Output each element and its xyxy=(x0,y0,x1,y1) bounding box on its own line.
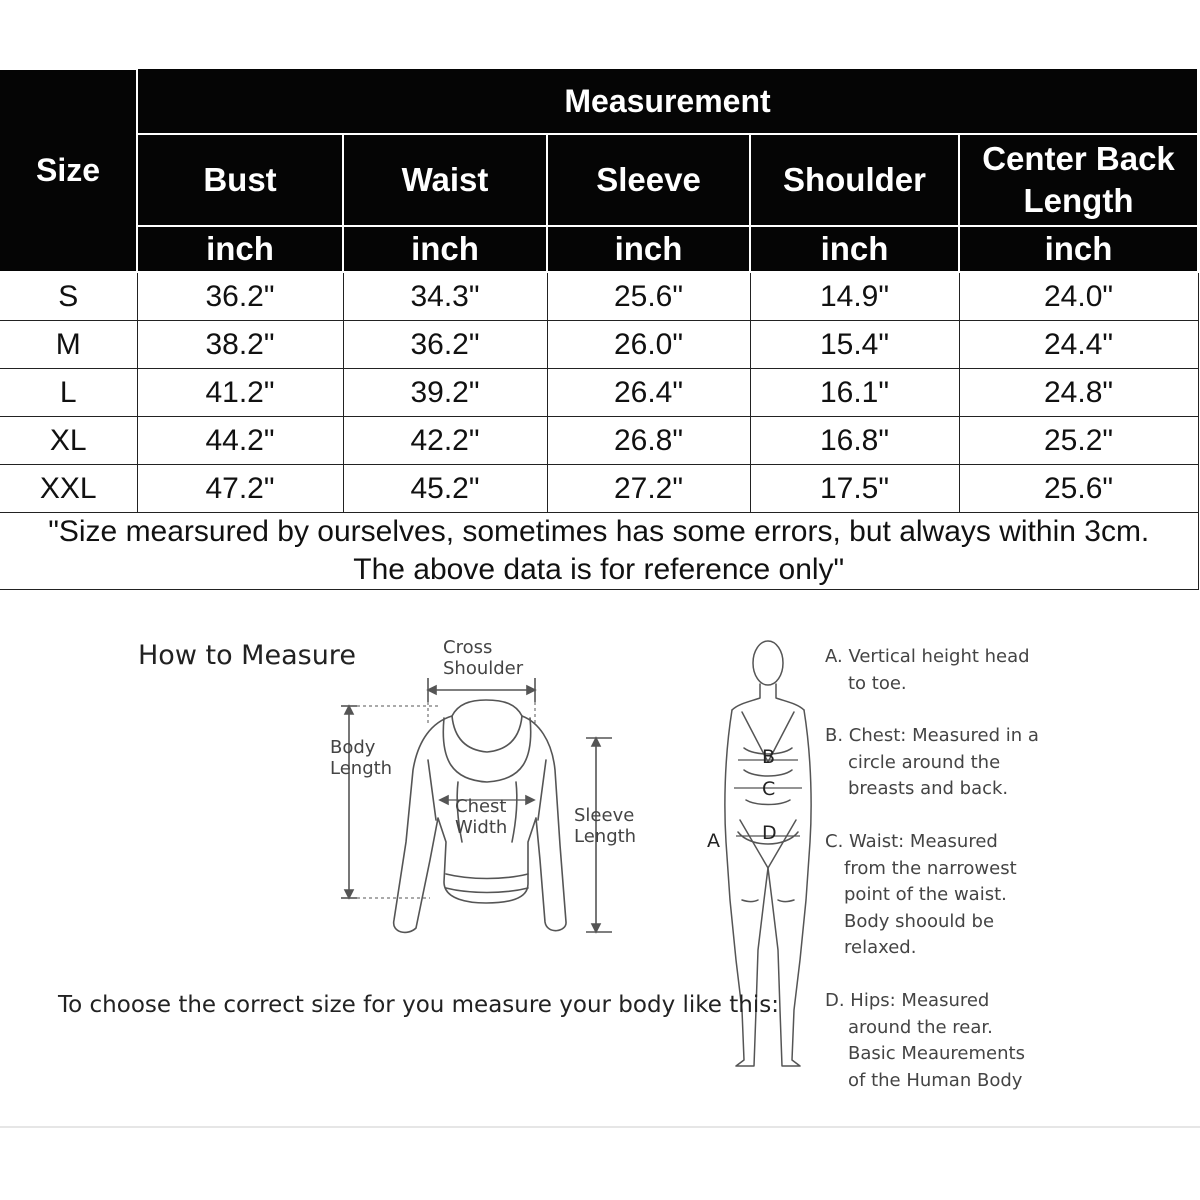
description-line: B. Chest: Measured in a xyxy=(825,725,1039,746)
cross-shoulder-label-line: Shoulder xyxy=(443,658,524,679)
value-cell: 44.2" xyxy=(137,417,343,465)
value-cell: 26.0" xyxy=(547,321,750,369)
cross-shoulder-label-line: Cross xyxy=(443,637,493,658)
value-cell: 47.2" xyxy=(137,465,343,513)
column-header-bust: Bust xyxy=(137,134,343,226)
value-cell: 24.8" xyxy=(959,369,1198,417)
column-header-center-back-length: Center Back Length xyxy=(959,134,1198,226)
value-cell: 25.6" xyxy=(959,465,1198,513)
unit-bust: inch xyxy=(137,226,343,272)
value-cell: 38.2" xyxy=(137,321,343,369)
value-cell: 36.2" xyxy=(137,272,343,321)
value-cell: 15.4" xyxy=(750,321,959,369)
measurement-header: Measurement xyxy=(137,69,1198,134)
size-cell: XL xyxy=(0,417,137,465)
how-to-measure-title: How to Measure xyxy=(138,640,356,671)
marker-b: B xyxy=(762,746,776,768)
value-cell: 26.8" xyxy=(547,417,750,465)
description-line: A. Vertical height head xyxy=(825,646,1030,667)
column-header-sleeve: Sleeve xyxy=(547,134,750,226)
sleeve-length-label-line: Sleeve xyxy=(574,805,635,826)
description-c xyxy=(825,829,1017,962)
marker-c: C xyxy=(762,778,776,800)
value-cell: 16.1" xyxy=(750,369,959,417)
description-line: circle around the xyxy=(848,751,1001,773)
unit-waist: inch xyxy=(343,226,547,272)
value-cell: 14.9" xyxy=(750,272,959,321)
column-header-waist: Waist xyxy=(343,134,547,226)
unit-sleeve: inch xyxy=(547,226,750,272)
cross-shoulder-label xyxy=(443,637,523,679)
value-cell: 26.4" xyxy=(547,369,750,417)
marker-a: A xyxy=(707,830,720,852)
size-cell: L xyxy=(0,369,137,417)
size-cell: XXL xyxy=(0,465,137,513)
description-line: of the Human Body xyxy=(848,1069,1023,1091)
size-cell: M xyxy=(0,321,137,369)
value-cell: 41.2" xyxy=(137,369,343,417)
unit-center-back-length: inch xyxy=(959,226,1198,272)
chest-width-label-line: Width xyxy=(455,817,508,838)
body-length-label-line: Length xyxy=(330,758,393,779)
description-line: relaxed. xyxy=(844,937,917,958)
measure-instruction: To choose the correct size for you measure your body like this: xyxy=(58,992,779,1018)
body-length-label xyxy=(330,737,392,779)
value-cell: 17.5" xyxy=(750,465,959,513)
value-cell: 34.3" xyxy=(343,272,547,321)
value-cell: 24.4" xyxy=(959,321,1198,369)
value-cell: 39.2" xyxy=(343,369,547,417)
description-line: around the rear. xyxy=(848,1016,993,1038)
description-line: C. Waist: Measured xyxy=(825,831,998,852)
chest-width-label-line: Chest xyxy=(455,796,507,817)
sleeve-length-label-line: Length xyxy=(574,826,637,847)
column-header-shoulder: Shoulder xyxy=(750,134,959,226)
unit-shoulder: inch xyxy=(750,226,959,272)
size-cell: S xyxy=(0,272,137,321)
chest-width-label xyxy=(455,796,507,838)
value-cell: 24.0" xyxy=(959,272,1198,321)
description-line: from the narrowest xyxy=(844,857,1017,879)
description-d xyxy=(825,988,1025,1094)
value-cell: 25.6" xyxy=(547,272,750,321)
value-cell: 25.2" xyxy=(959,417,1198,465)
description-line: breasts and back. xyxy=(848,778,1009,799)
value-cell: 27.2" xyxy=(547,465,750,513)
sleeve-length-label xyxy=(574,805,636,847)
description-line: D. Hips: Measured xyxy=(825,990,990,1011)
size-header: Size xyxy=(0,69,137,272)
value-cell: 45.2" xyxy=(343,465,547,513)
value-cell: 42.2" xyxy=(343,417,547,465)
note-line-2: The above data is for reference only" xyxy=(353,553,845,586)
bottom-divider xyxy=(0,1126,1200,1128)
value-cell: 36.2" xyxy=(343,321,547,369)
description-line: point of the waist. xyxy=(844,884,1007,905)
body-length-label-line: Body xyxy=(330,737,376,758)
marker-d: D xyxy=(762,822,777,844)
description-b xyxy=(825,723,1039,803)
description-line: Basic Meaurements xyxy=(848,1043,1025,1064)
description-line: Body shoould be xyxy=(844,910,995,932)
description-a xyxy=(825,644,1030,697)
note-line-1: "Size mearsured by ourselves, sometimes has some errors, but always within 3cm. xyxy=(48,515,1150,548)
description-line: to toe. xyxy=(848,672,907,694)
value-cell: 16.8" xyxy=(750,417,959,465)
